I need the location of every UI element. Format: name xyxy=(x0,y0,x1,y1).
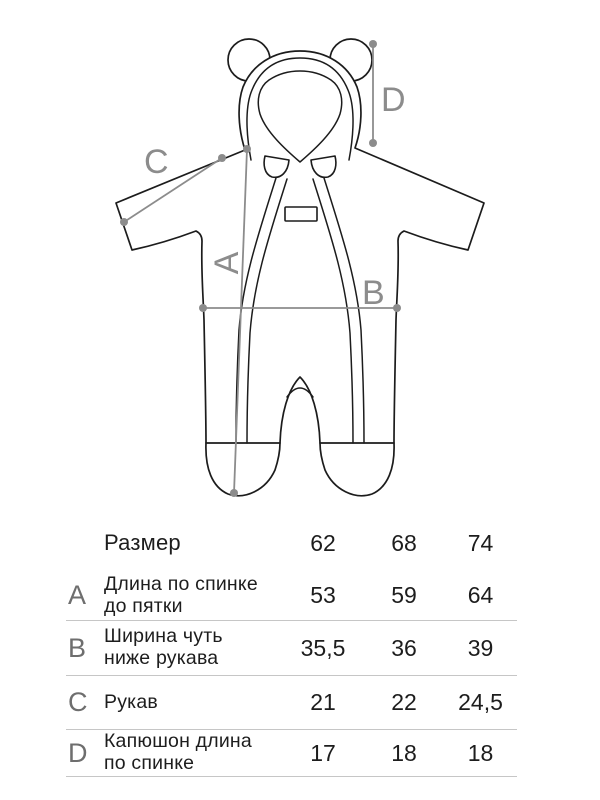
row-value: 35,5 xyxy=(300,634,346,661)
measure-label-D: D xyxy=(381,81,406,119)
row-value: 21 xyxy=(310,689,336,715)
table-row-C xyxy=(66,676,517,730)
row-label: Ширина чуть ниже рукава xyxy=(104,625,223,669)
size-table-header-row xyxy=(66,515,517,571)
row-label: Рукав xyxy=(104,690,158,713)
header-size-62: 62 xyxy=(310,529,336,556)
row-value: 22 xyxy=(391,689,417,715)
row-value: 36 xyxy=(391,634,417,661)
measure-dot xyxy=(393,304,401,312)
romper-outline xyxy=(116,51,484,496)
row-label: Длина по спинке до пятки xyxy=(104,572,258,617)
measure-dot xyxy=(243,145,251,153)
header-size-68: 68 xyxy=(391,529,417,556)
header-size-label: Размер xyxy=(104,529,181,555)
chest-label-patch xyxy=(285,207,317,221)
row-value: 64 xyxy=(467,582,494,608)
row-value: 53 xyxy=(310,582,336,608)
header-size-74: 74 xyxy=(467,529,494,556)
measure-label-A: A xyxy=(208,251,246,275)
row-letter: D xyxy=(68,737,88,768)
row-letter: B xyxy=(68,632,87,663)
size-table xyxy=(66,515,517,777)
row-letter: A xyxy=(68,580,87,610)
table-row-A xyxy=(66,571,517,621)
measure-label-B: B xyxy=(362,274,385,312)
row-letter: C xyxy=(68,687,88,717)
row-value: 59 xyxy=(391,582,417,608)
table-row-D xyxy=(66,730,517,777)
row-value: 24,5 xyxy=(458,689,503,715)
measure-dot xyxy=(218,154,226,162)
row-label: Капюшон длина по спинке xyxy=(104,730,252,774)
table-row-B xyxy=(66,621,517,676)
measure-label-C: C xyxy=(144,143,169,181)
row-value: 39 xyxy=(467,634,494,661)
row-value: 17 xyxy=(310,739,336,766)
measure-dot xyxy=(120,218,128,226)
measure-dot xyxy=(369,139,377,147)
row-value: 18 xyxy=(391,739,417,766)
measure-dot xyxy=(230,489,238,497)
row-value: 18 xyxy=(467,739,494,766)
measure-dot xyxy=(199,304,207,312)
measure-dot xyxy=(369,40,377,48)
